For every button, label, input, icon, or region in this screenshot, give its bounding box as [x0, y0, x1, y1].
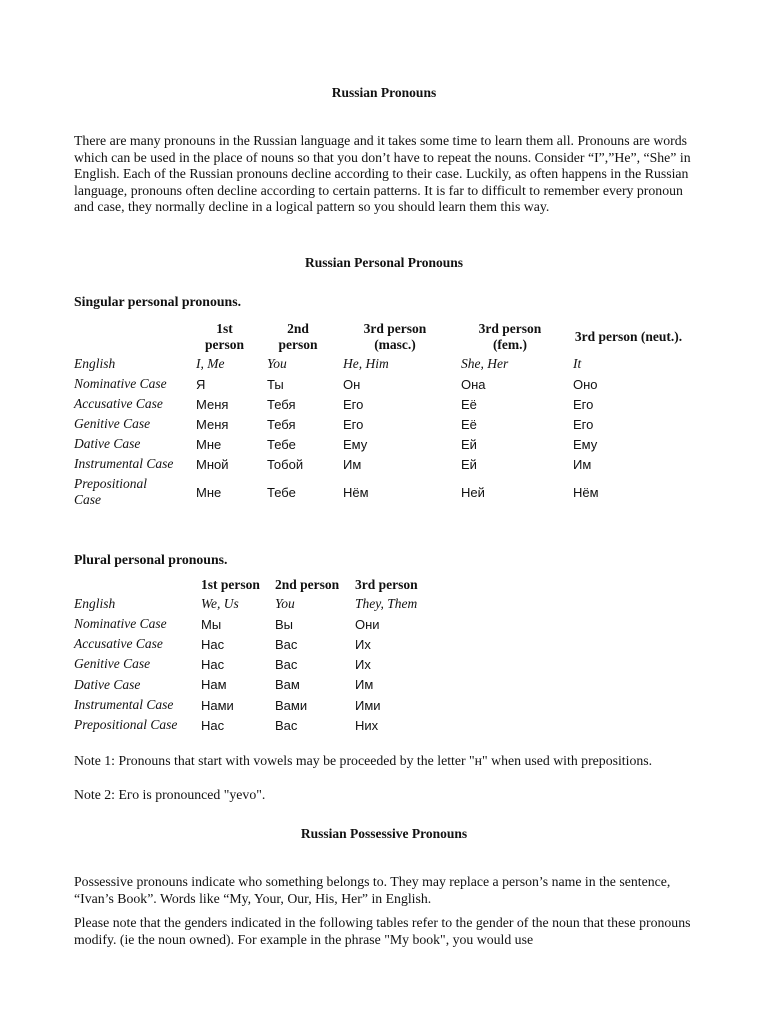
- table-row: [74, 414, 684, 434]
- table-row: [74, 434, 684, 454]
- table-cell: He, Him: [343, 356, 389, 371]
- table-cell: Ей: [461, 456, 477, 472]
- table-cell: You: [275, 596, 295, 611]
- singular-table: [74, 320, 684, 510]
- plural-heading: Plural personal pronouns.: [74, 552, 228, 567]
- case-label: Nominative Case: [74, 616, 167, 631]
- plural-corner-cell: [74, 576, 201, 594]
- table-cell: Них: [355, 717, 379, 733]
- table-cell: Нём: [343, 484, 369, 500]
- table-row: [74, 354, 684, 374]
- table-cell: Тебя: [267, 416, 296, 432]
- table-row: [74, 474, 684, 510]
- table-cell: You: [267, 356, 287, 371]
- column-header: 3rd person (masc.): [363, 321, 427, 352]
- possessive-paragraph-2: Please note that the genders indicated in the following tables refer to the gender of the noun that these pronouns modify. (ie the noun owned). For example in the phrase "My book", you would use: [74, 915, 691, 947]
- table-cell: Его: [343, 416, 364, 432]
- singular-header-row: [74, 320, 684, 354]
- case-label: Genitive Case: [74, 656, 151, 671]
- table-cell: Меня: [196, 416, 229, 432]
- table-cell: Мы: [201, 616, 222, 632]
- column-header: 3rd person (fem.): [478, 321, 542, 352]
- table-row: [74, 454, 684, 474]
- table-cell: Ему: [573, 436, 598, 452]
- case-label: Accusative Case: [74, 636, 163, 651]
- table-cell: Вам: [275, 677, 300, 692]
- table-cell: Он: [343, 376, 361, 392]
- case-label: English: [74, 356, 116, 371]
- table-cell: Ней: [461, 484, 485, 500]
- table-cell: Оно: [573, 376, 598, 392]
- table-cell: Её: [461, 416, 477, 432]
- table-row: [74, 654, 434, 674]
- case-label: Genitive Case: [74, 416, 151, 431]
- case-label: Dative Case: [74, 436, 141, 451]
- table-cell: Тобой: [267, 456, 304, 472]
- table-cell: Вас: [275, 636, 298, 652]
- singular-heading: Singular personal pronouns.: [74, 294, 242, 309]
- table-cell: Ты: [267, 376, 284, 392]
- table-cell: Их: [355, 636, 371, 652]
- table-cell: Им: [355, 677, 374, 692]
- table-cell: Им: [573, 456, 592, 472]
- singular-corner-cell: [74, 320, 196, 354]
- case-label: Prepositional Case: [74, 717, 178, 732]
- table-row: [74, 634, 434, 654]
- column-header: 1st person: [204, 321, 244, 352]
- table-cell: Нём: [573, 484, 599, 500]
- table-row: [74, 374, 684, 394]
- column-header: 2nd person: [275, 577, 340, 592]
- table-row: [74, 715, 434, 735]
- table-cell: Им: [343, 456, 362, 472]
- plural-header-row: [74, 576, 434, 594]
- table-row: [74, 614, 434, 634]
- case-label: Nominative Case: [74, 376, 167, 391]
- table-cell: Я: [196, 376, 206, 392]
- table-cell: Её: [461, 396, 477, 412]
- table-cell: Тебе: [267, 484, 296, 500]
- personal-pronouns-heading: Russian Personal Pronouns: [304, 255, 464, 270]
- table-cell: We, Us: [201, 596, 239, 611]
- table-cell: She, Her: [461, 356, 509, 371]
- case-label: Instrumental Case: [74, 697, 174, 712]
- table-row: [74, 674, 434, 695]
- column-header: 3rd person (neut.).: [574, 329, 683, 344]
- table-cell: Вас: [275, 656, 298, 672]
- possessive-pronouns-heading: Russian Possessive Pronouns: [300, 826, 468, 841]
- column-header: 2nd person: [278, 321, 318, 352]
- table-cell: Мне: [196, 484, 222, 500]
- table-cell: Вами: [275, 697, 308, 713]
- table-cell: Она: [461, 376, 486, 392]
- case-label: Dative Case: [74, 676, 141, 692]
- table-cell: Нам: [201, 677, 227, 692]
- table-cell: Тебе: [267, 436, 296, 452]
- plural-table-body: [74, 594, 434, 735]
- plural-table: [74, 576, 434, 735]
- case-label: Prepositional Case: [74, 476, 147, 507]
- table-cell: Они: [355, 616, 380, 632]
- table-cell: Их: [355, 656, 371, 672]
- table-cell: Нами: [201, 697, 234, 713]
- page-title: Russian Pronouns: [331, 85, 437, 100]
- case-label: Accusative Case: [74, 396, 163, 411]
- intro-paragraph: There are many pronouns in the Russian language and it takes some time to learn them all. Pronouns are words which can be used in the place of nouns so that you don’t have to repeat the nouns. Consider “I”,”He”, “She” in English. Each of the Russian pronouns decline according to their case. Luckily, as often happens in the Russian language, pronouns often decline according to certain patterns. It is far to difficult to remember every pronoun and case, they normally decline in a logical pattern so you should learn them this way.: [74, 133, 691, 215]
- case-label: Instrumental Case: [74, 456, 174, 471]
- column-header: 1st person: [201, 577, 260, 592]
- case-label: English: [74, 596, 116, 611]
- possessive-paragraph-1: Possessive pronouns indicate who something belongs to. They may replace a person’s name in the sentence, “Ivan’s Book”. Words like “My, Your, Our, His, Her” in English.: [74, 874, 671, 906]
- table-cell: I, Me: [196, 356, 225, 371]
- table-cell: Его: [573, 416, 594, 432]
- table-cell: Мной: [196, 456, 229, 472]
- table-cell: They, Them: [355, 596, 418, 611]
- table-cell: Ими: [355, 697, 381, 713]
- singular-table-body: [74, 354, 684, 510]
- table-cell: It: [573, 356, 582, 371]
- table-cell: Его: [573, 396, 594, 412]
- table-cell: Ей: [461, 436, 477, 452]
- table-cell: Его: [343, 396, 364, 412]
- table-row: [74, 695, 434, 715]
- table-cell: Нас: [201, 717, 225, 733]
- table-cell: Нас: [201, 636, 225, 652]
- table-row: [74, 394, 684, 414]
- note-2: Note 2: Его is pronounced "yevo".: [74, 787, 266, 802]
- table-cell: Вас: [275, 717, 298, 733]
- table-cell: Вы: [275, 616, 294, 632]
- table-cell: Мне: [196, 436, 222, 452]
- table-cell: Тебя: [267, 396, 296, 412]
- table-cell: Меня: [196, 396, 229, 412]
- table-cell: Нас: [201, 656, 225, 672]
- table-row: [74, 594, 434, 614]
- table-cell: Ему: [343, 436, 368, 452]
- column-header: 3rd person: [355, 577, 418, 592]
- note-1: Note 1: Pronouns that start with vowels may be proceeded by the letter "н" when used with prepositions.: [74, 753, 653, 768]
